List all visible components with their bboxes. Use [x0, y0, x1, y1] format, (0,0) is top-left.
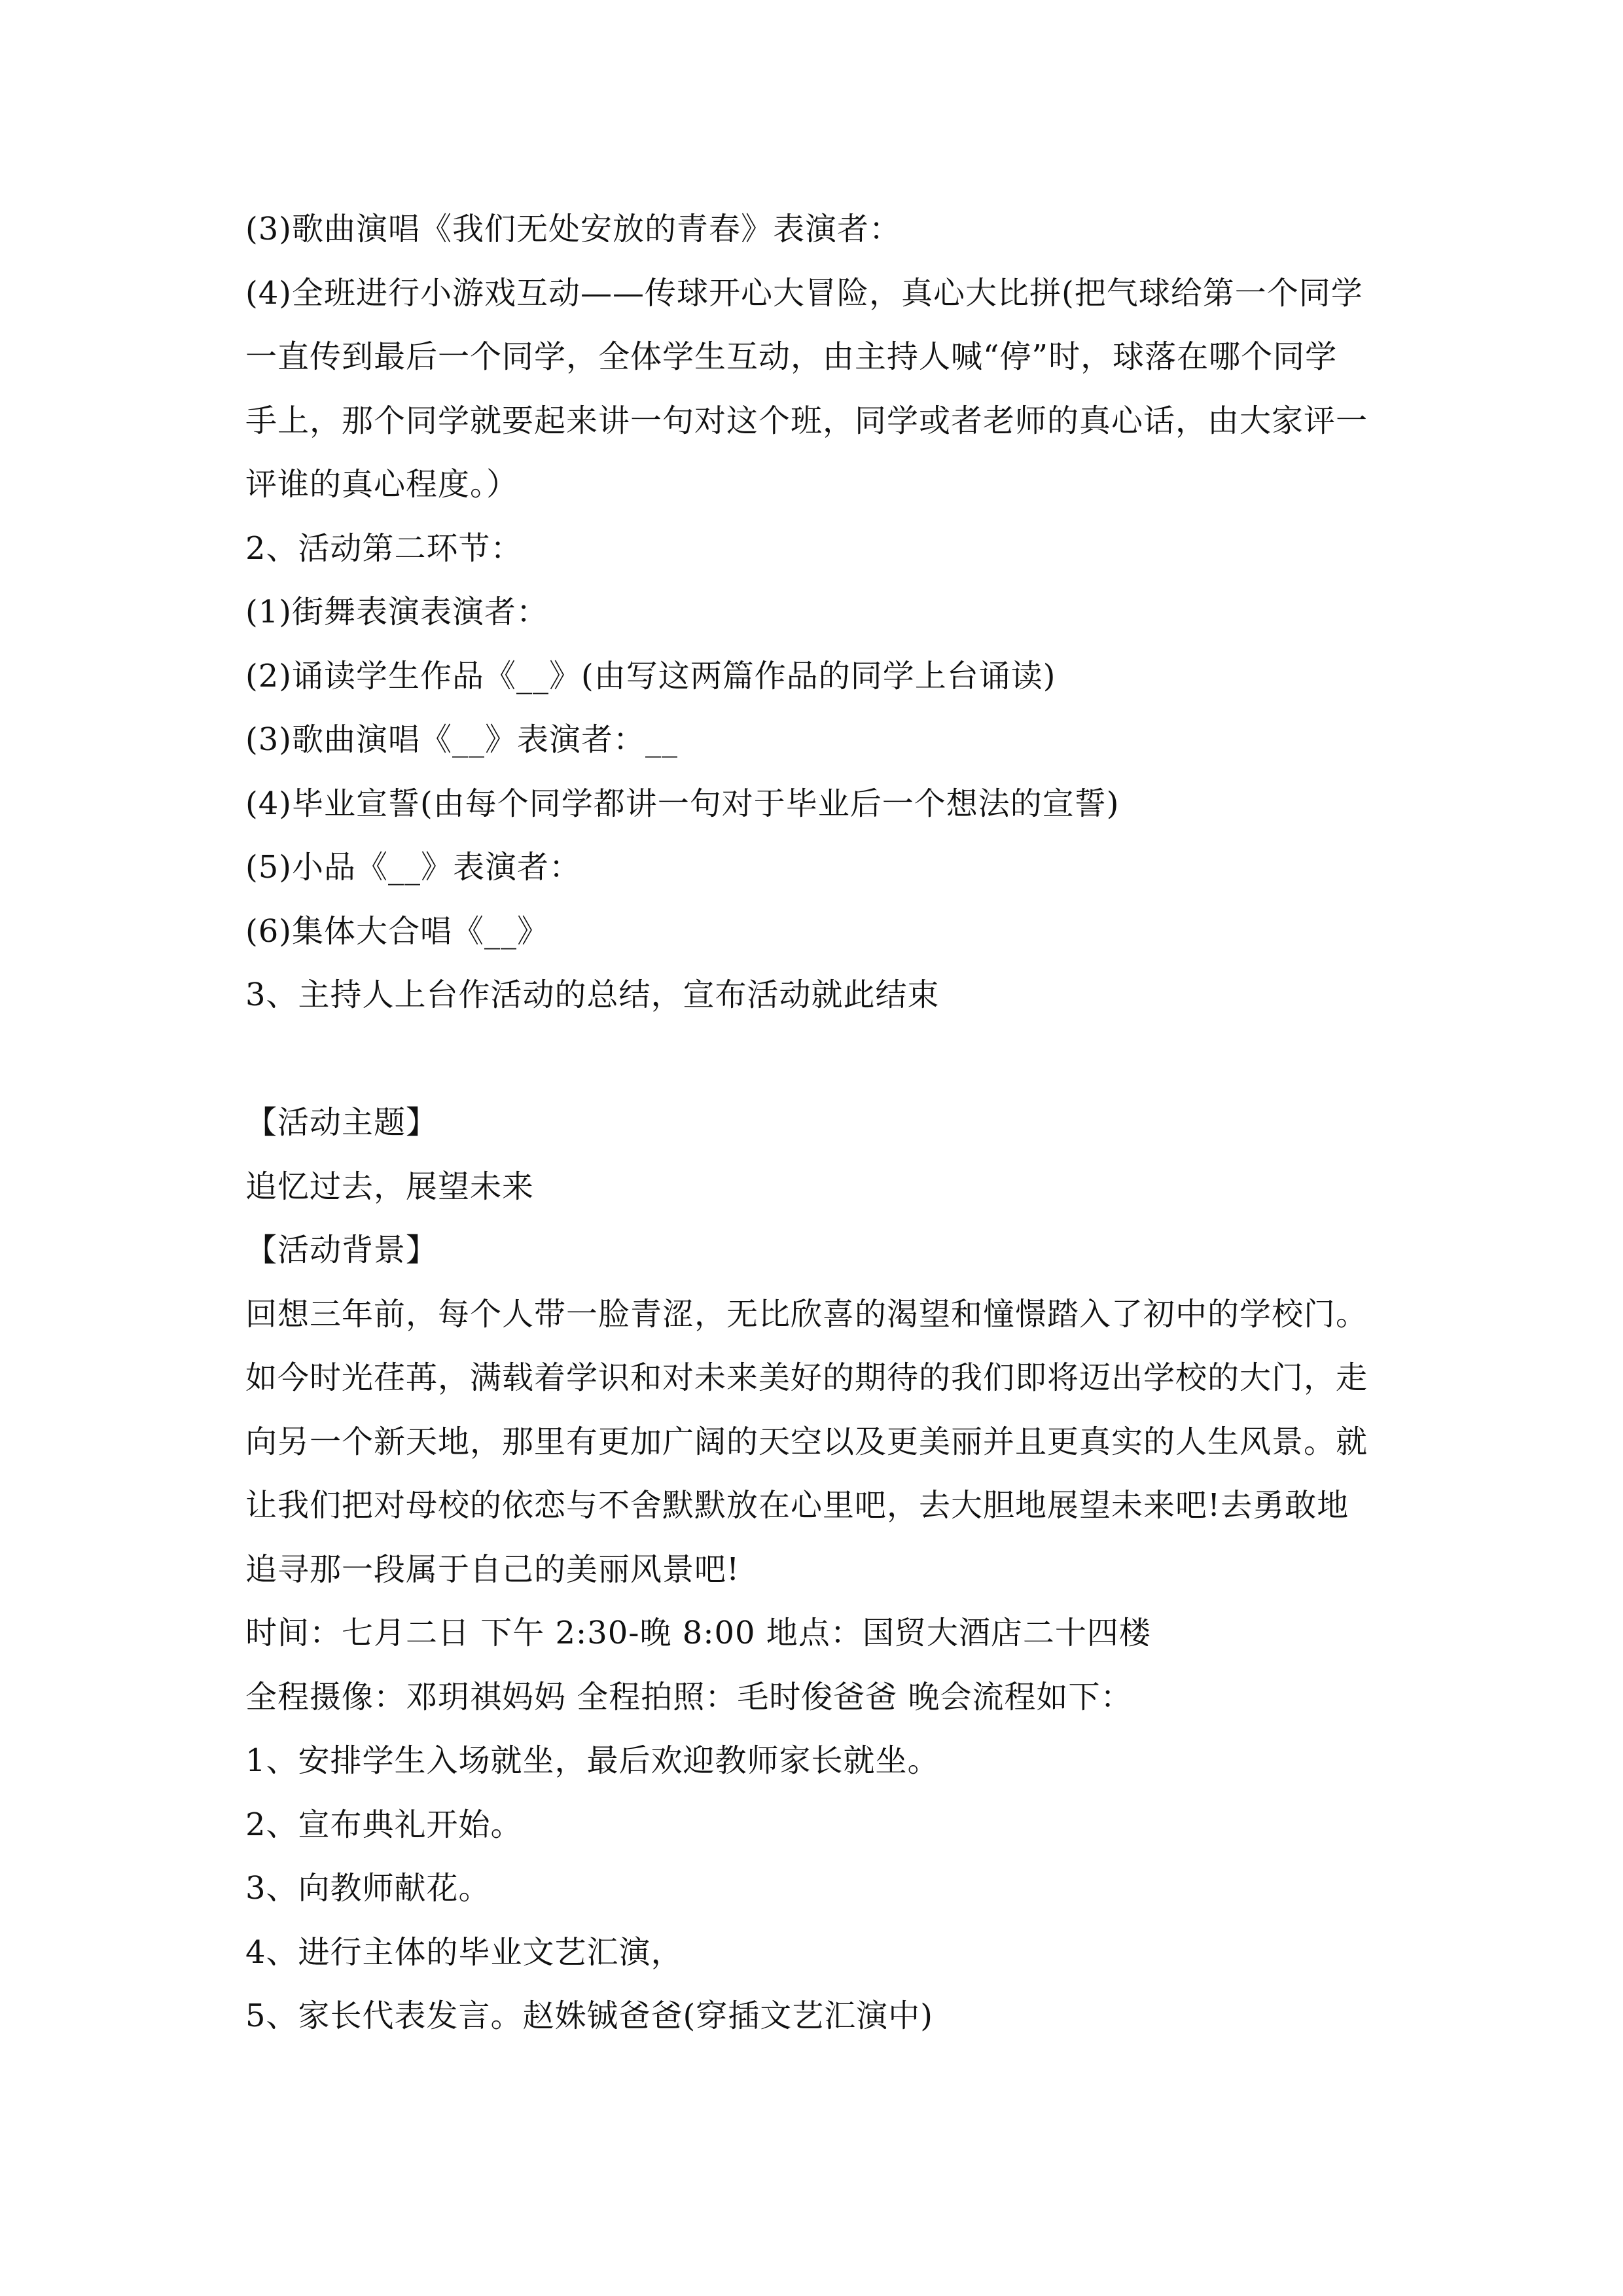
- list-item: (5)小品《__》表演者：: [245, 849, 581, 886]
- paragraph-line: 让我们把对母校的依恋与不舍默默放在心里吧，去大胆地展望未来吧!去勇敢地: [245, 1487, 1349, 1524]
- paragraph-line: 一直传到最后一个同学，全体学生互动，由主持人喊“停”时，球落在哪个同学: [245, 338, 1338, 375]
- activity-section: [245, 1091, 1397, 2049]
- section-heading: 2、活动第二环节：: [245, 529, 523, 567]
- theme-text: 追忆过去，展望未来: [245, 1168, 535, 1205]
- list-item: (6)集体大合唱《__》: [245, 912, 549, 950]
- paragraph-line: (3)歌曲演唱《我们无处安放的青春》表演者：: [245, 211, 901, 247]
- list-item: 4、进行主体的毕业文艺汇演，: [245, 1933, 683, 1971]
- paragraph-line: 追寻那一段属于自己的美丽风景吧!: [245, 1551, 740, 1588]
- paragraph-line: 如今时光荏苒，满载着学识和对未来美好的期待的我们即将迈出学校的大门，走: [245, 1359, 1368, 1396]
- list-item: 3、主持人上台作活动的总结，宣布活动就此结束: [245, 977, 940, 1013]
- document-body: [245, 198, 1397, 2049]
- section-heading: 【活动主题】: [245, 1104, 438, 1141]
- list-item: 5、家长代表发言。赵姝铖爸爸(穿插文艺汇演中): [245, 1998, 933, 2034]
- list-item: (3)歌曲演唱《__》表演者：__: [245, 721, 678, 758]
- paragraph-line: 回想三年前，每个人带一脸青涩，无比欣喜的渴望和憧憬踏入了初中的学校门。: [245, 1295, 1368, 1333]
- list-item: (2)诵读学生作品《__》(由写这两篇作品的同学上台诵读): [245, 657, 1056, 694]
- paragraph-line: 评谁的真心程度。）: [245, 466, 519, 503]
- event-staff: 全程摄像：邓玥祺妈妈 全程拍照：毛时俊爸爸 晚会流程如下：: [245, 1678, 1133, 1715]
- paragraph-line: 手上，那个同学就要起来讲一句对这个班，同学或者老师的真心话，由大家评一: [245, 402, 1368, 439]
- paragraph-line: (4)全班进行小游戏互动——传球开心大冒险，真心大比拼(把气球给第一个同学: [245, 274, 1363, 312]
- list-item: (1)街舞表演表演者：: [245, 594, 548, 630]
- list-item: (4)毕业宣誓(由每个同学都讲一句对于毕业后一个想法的宣誓): [245, 785, 1120, 822]
- list-item: 3、向教师献花。: [245, 1870, 491, 1907]
- paragraph-line: 向另一个新天地，那里有更加广阔的天空以及更美丽并且更真实的人生风景。就: [245, 1423, 1368, 1460]
- list-item: 1、安排学生入场就坐，最后欢迎教师家长就坐。: [245, 1742, 940, 1779]
- program-section: [245, 198, 1397, 1028]
- section-heading: 【活动背景】: [245, 1232, 438, 1268]
- blank-line: [245, 1028, 1397, 1092]
- list-item: 2、宣布典礼开始。: [245, 1806, 523, 1843]
- event-time-location: 时间：七月二日 下午 2:30-晚 8:00 地点：国贸大酒店二十四楼: [245, 1615, 1151, 1651]
